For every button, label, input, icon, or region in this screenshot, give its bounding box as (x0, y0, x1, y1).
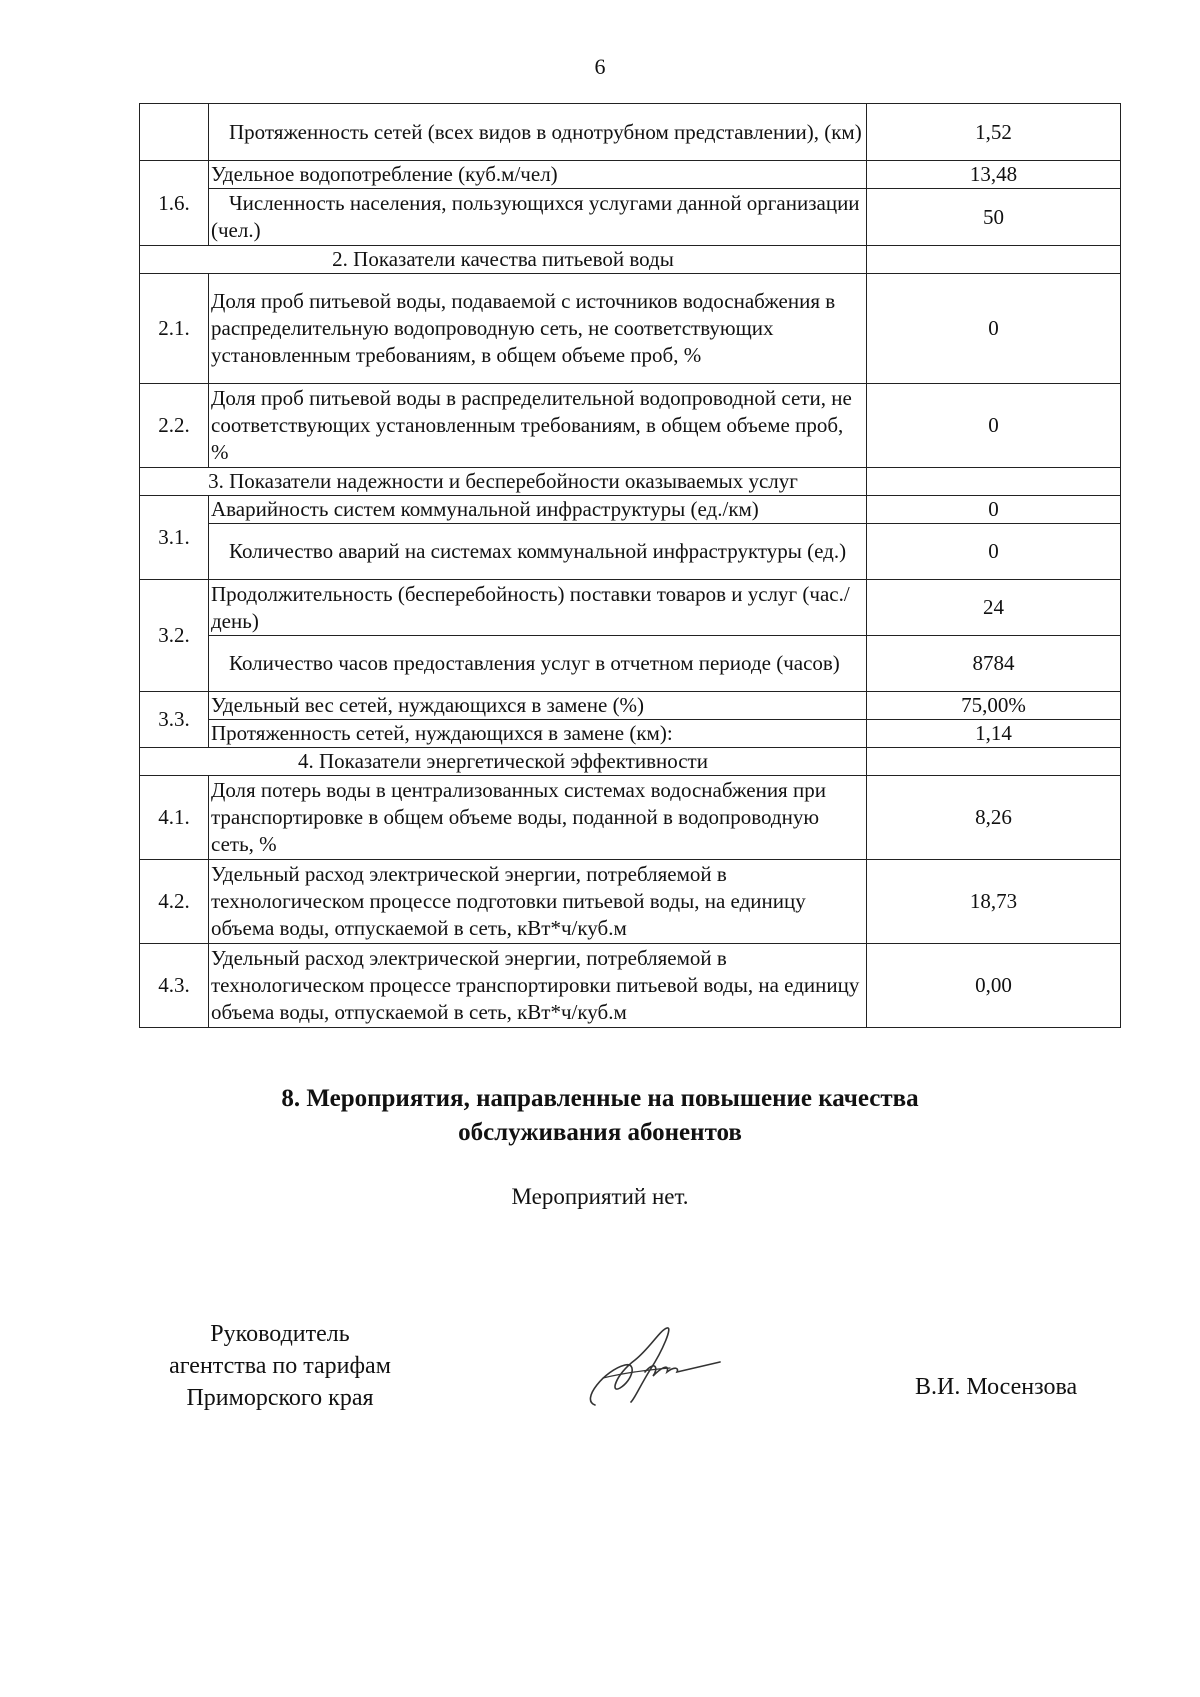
table-row (140, 692, 1121, 720)
indicators-table-body (140, 104, 1121, 1028)
measures-heading-line-1: 8. Мероприятия, направленные на повышение качества (281, 1085, 919, 1112)
indicator-value: 75,00% (867, 692, 1121, 720)
indicator-value: 50 (867, 189, 1121, 246)
section-value-cell (867, 468, 1121, 496)
table-row (140, 524, 1121, 580)
handwritten-signature (575, 1320, 735, 1420)
item-number: 3.2. (140, 580, 209, 692)
table-row (140, 274, 1121, 384)
table-row (140, 161, 1121, 189)
measures-heading-line-2: обслуживания абонентов (458, 1119, 742, 1146)
table-row (140, 384, 1121, 468)
indicator-name: Протяженность сетей, нуждающихся в замене (км): (209, 720, 867, 748)
indicator-value: 13,48 (867, 161, 1121, 189)
table-row (140, 636, 1121, 692)
section-value-cell (867, 246, 1121, 274)
indicator-value: 8,26 (867, 776, 1121, 860)
signer-position-line-3: Приморского края (186, 1385, 374, 1411)
item-number: 3.1. (140, 496, 209, 580)
table-row (140, 496, 1121, 524)
signer-position-line-1: Руководитель (210, 1321, 350, 1347)
indicator-name: Доля проб питьевой воды, подаваемой с источников водоснабжения в распределительную водопроводную сеть, не соответствующих установленным требованиям, в общем объеме проб, % (209, 274, 867, 384)
indicator-name: Доля потерь воды в централизованных системах водоснабжения при транспортировке в общем объеме воды, поданной в водопроводную сеть, % (209, 776, 867, 860)
section-row (140, 748, 1121, 776)
indicator-value: 0 (867, 274, 1121, 384)
indicator-value: 0 (867, 496, 1121, 524)
indicator-name: Протяженность сетей (всех видов в однотрубном представлении), (км) (209, 104, 867, 161)
table-row (140, 189, 1121, 246)
table-row (140, 720, 1121, 748)
indicator-name: Количество часов предоставления услуг в отчетном периоде (часов) (209, 636, 867, 692)
item-number: 4.2. (140, 860, 209, 944)
signer-position (120, 1318, 440, 1414)
section-title: 4. Показатели энергетической эффективности (140, 748, 867, 776)
section-title: 2. Показатели качества питьевой воды (140, 246, 867, 274)
indicator-value: 0,00 (867, 944, 1121, 1028)
indicator-name: Доля проб питьевой воды в распределительной водопроводной сети, не соответствующих установленным требованиям, в общем объеме проб, % (209, 384, 867, 468)
indicator-value: 24 (867, 580, 1121, 636)
item-number: 4.1. (140, 776, 209, 860)
section-row (140, 468, 1121, 496)
measures-heading (0, 1082, 1200, 1150)
item-number: 4.3. (140, 944, 209, 1028)
page-number: 6 (594, 54, 606, 79)
indicator-name: Продолжительность (бесперебойность) поставки товаров и услуг (час./день) (209, 580, 867, 636)
table-row (140, 860, 1121, 944)
scan-edge (0, 0, 1200, 3)
item-number: 1.6. (140, 161, 209, 246)
indicator-value: 8784 (867, 636, 1121, 692)
section-row (140, 246, 1121, 274)
measures-text: Мероприятий нет. (511, 1184, 689, 1209)
indicator-name: Удельный расход электрической энергии, потребляемой в технологическом процессе подготовки питьевой воды, на единицу объема воды, отпускаемой в сеть, кВт*ч/куб.м (209, 860, 867, 944)
indicator-name: Численность населения, пользующихся услугами данной организации (чел.) (209, 189, 867, 246)
indicator-value: 1,14 (867, 720, 1121, 748)
table-row (140, 944, 1121, 1028)
table-row (140, 104, 1121, 161)
section-title: 3. Показатели надежности и бесперебойности оказываемых услуг (140, 468, 867, 496)
table-row (140, 776, 1121, 860)
signer-position-line-2: агентства по тарифам (169, 1353, 391, 1379)
section-value-cell (867, 748, 1121, 776)
indicator-name: Удельное водопотребление (куб.м/чел) (209, 161, 867, 189)
indicator-name: Количество аварий на системах коммунальной инфраструктуры (ед.) (209, 524, 867, 580)
item-number: 3.3. (140, 692, 209, 748)
item-number: 2.2. (140, 384, 209, 468)
indicator-value: 18,73 (867, 860, 1121, 944)
item-number (140, 104, 209, 161)
indicators-table (139, 103, 1121, 1028)
signer-name: В.И. Мосензова (915, 1374, 1078, 1400)
indicator-name: Удельный вес сетей, нуждающихся в замене (%) (209, 692, 867, 720)
indicator-value: 0 (867, 524, 1121, 580)
item-number: 2.1. (140, 274, 209, 384)
indicator-value: 0 (867, 384, 1121, 468)
indicator-name: Аварийность систем коммунальной инфраструктуры (ед./км) (209, 496, 867, 524)
table-row (140, 580, 1121, 636)
indicator-name: Удельный расход электрической энергии, потребляемой в технологическом процессе транспортировки питьевой воды, на единицу объема воды, отпускаемой в сеть, кВт*ч/куб.м (209, 944, 867, 1028)
indicator-value: 1,52 (867, 104, 1121, 161)
